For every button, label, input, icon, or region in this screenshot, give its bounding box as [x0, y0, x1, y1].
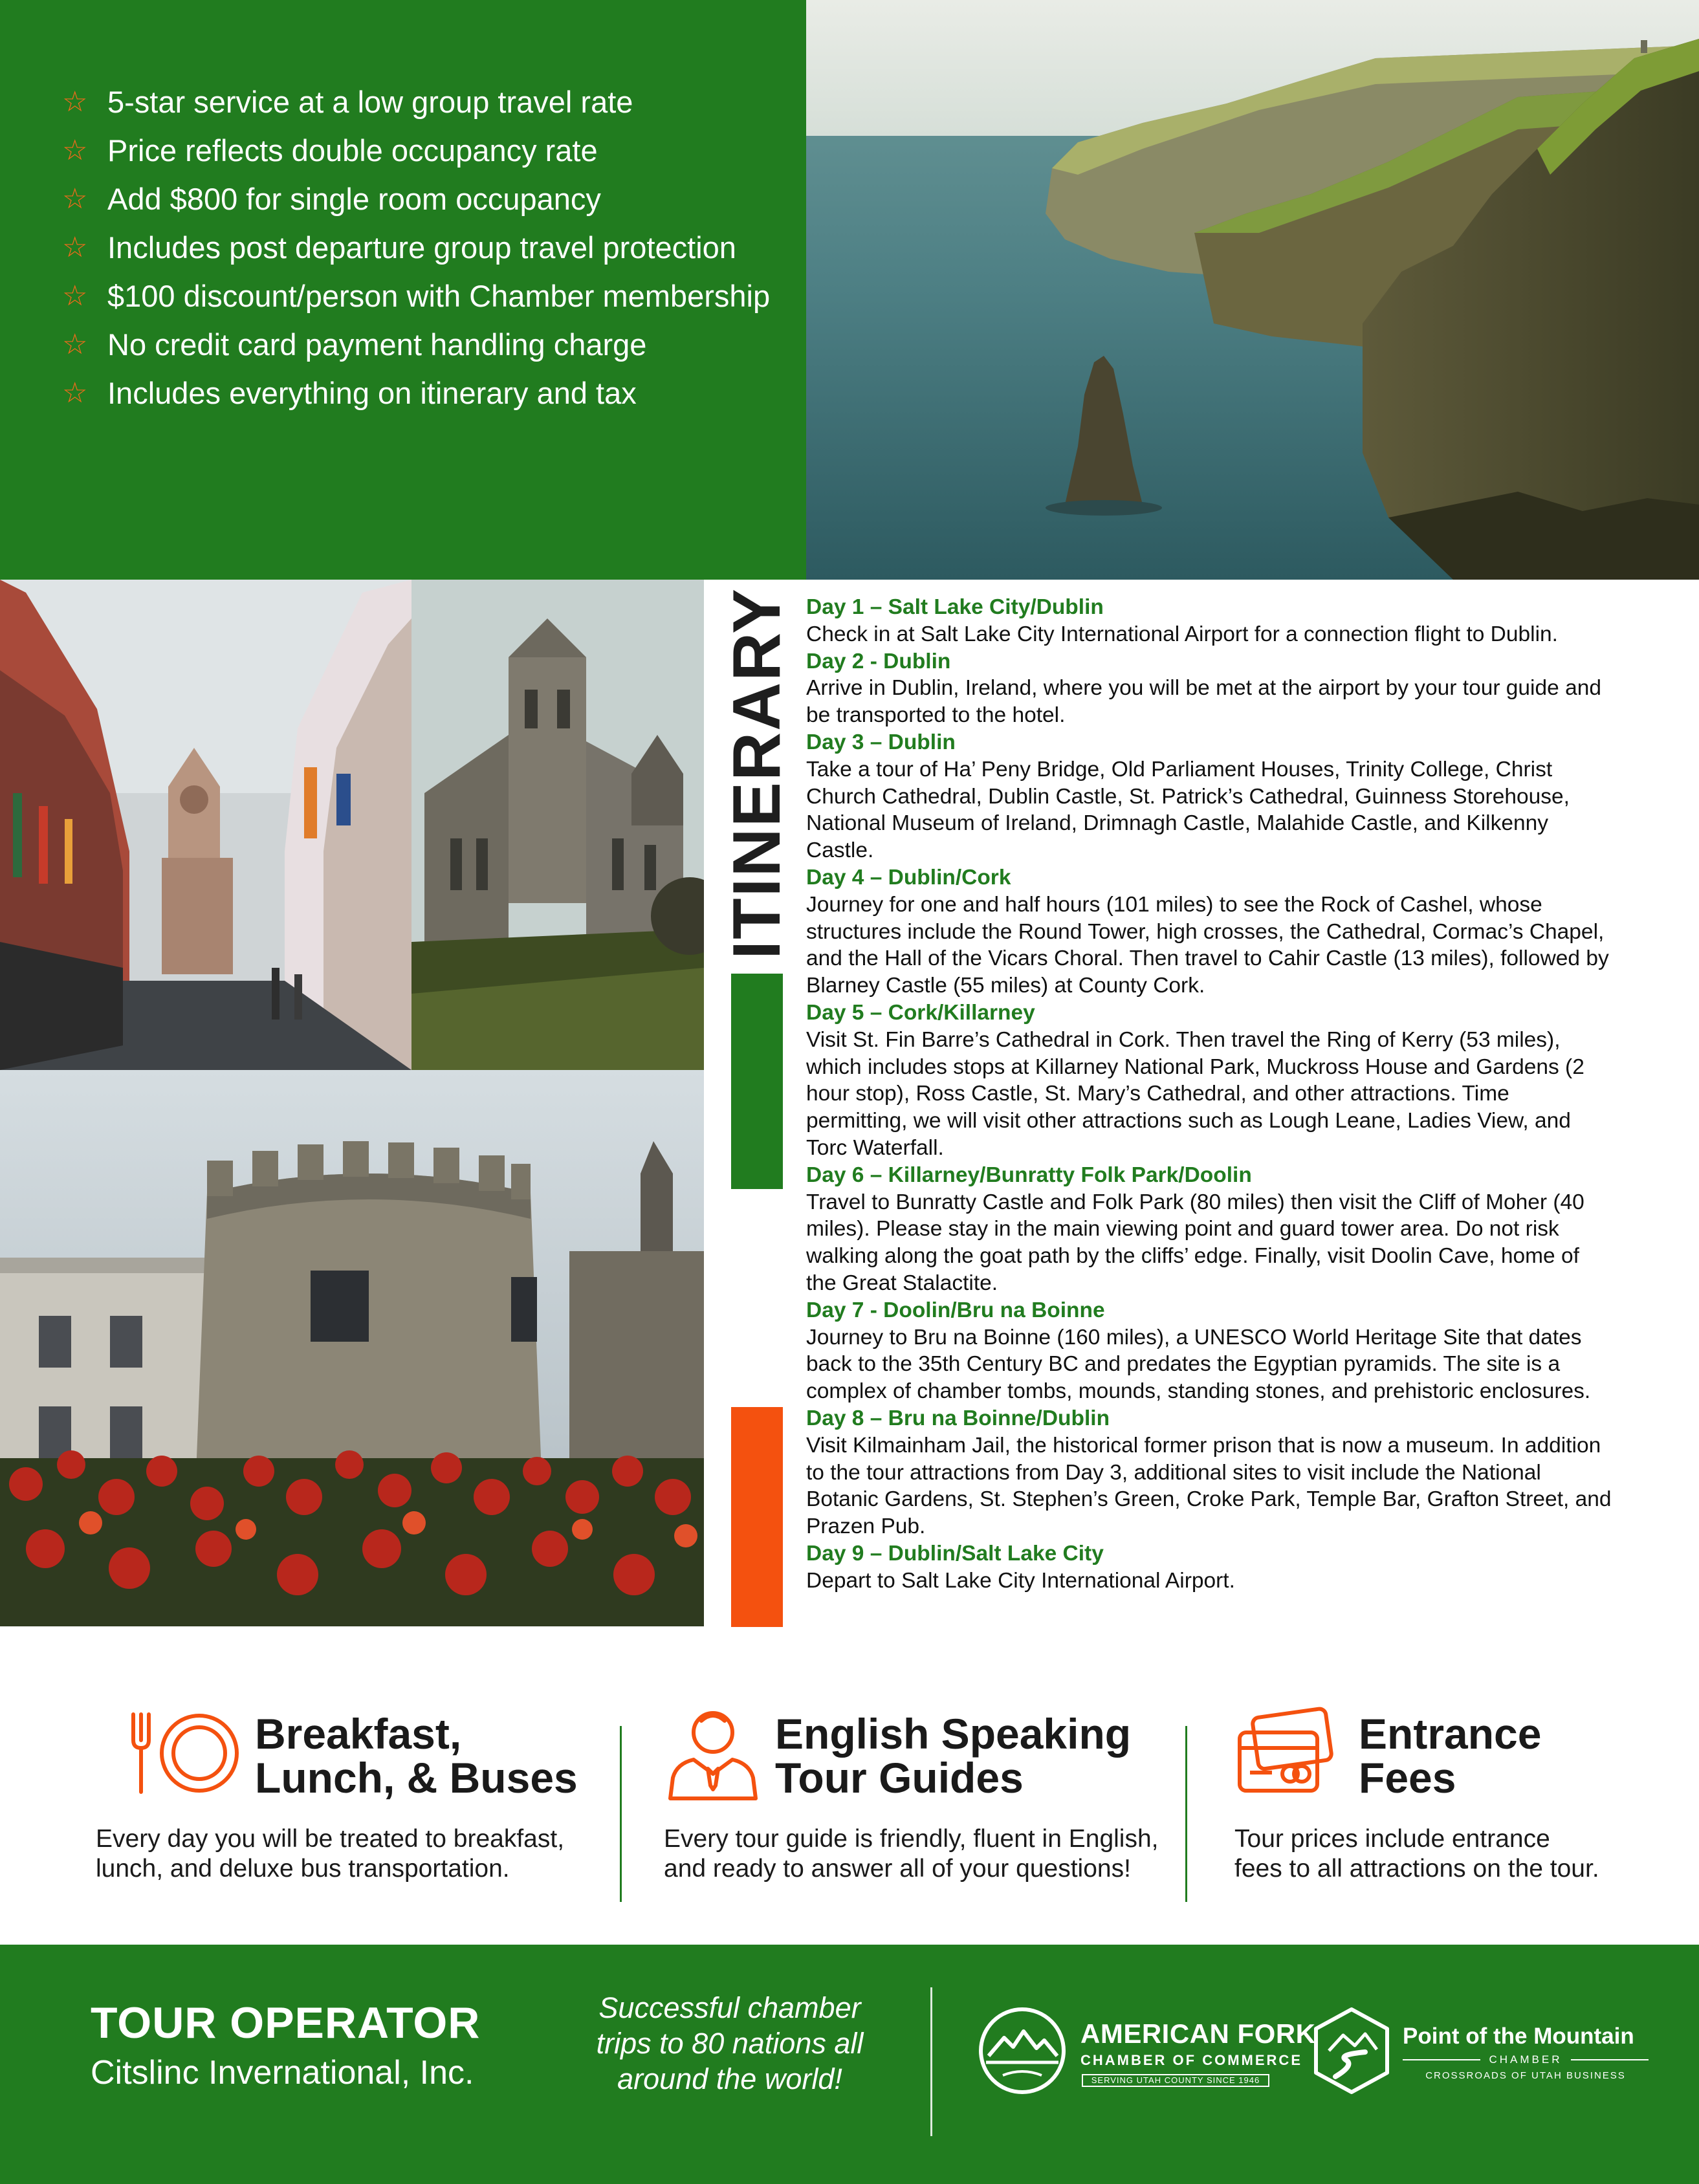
feature-divider: [1185, 1726, 1187, 1902]
feature-divider: [620, 1726, 622, 1902]
itinerary-day-title: Day 5 – Cork/Killarney: [806, 1000, 1035, 1025]
feature-title: Breakfast, Lunch, & Buses: [255, 1710, 578, 1802]
highlight-item: [62, 272, 793, 320]
tour-guide-icon: [661, 1701, 765, 1805]
itinerary-day-title: Day 9 – Dublin/Salt Lake City: [806, 1541, 1104, 1566]
itinerary-heading: [719, 587, 795, 959]
itinerary-day-text: Check in at Salt Lake City International Airport for a connection flight to Dublin.: [806, 622, 1558, 646]
highlight-item: [62, 223, 793, 272]
tour-operator-name: Citslinc Invernational, Inc.: [91, 2054, 474, 2091]
star-outline-icon: ☆: [62, 232, 88, 263]
highlight-text: 5-star service at a low group travel rate: [107, 85, 633, 119]
highlight-text: No credit card payment handling charge: [107, 327, 647, 362]
itinerary-heading-text: ITINERARY: [719, 587, 795, 959]
mountain-road-hexagon-icon: [1310, 2005, 1394, 2096]
itinerary-day-title: Day 2 - Dublin: [806, 649, 951, 673]
itinerary-day-title: Day 7 - Doolin/Bru na Boinne: [806, 1298, 1105, 1322]
ticket-card-icon: [1233, 1701, 1337, 1805]
itinerary-day-text: Journey to Bru na Boinne (160 miles), a UNESCO World Heritage Site that dates back to the 35th Century BC and predates the Egyptian pyramids. The site is a complex of chamber tombs, mounds, standing stones, and prehistoric enclosures.: [806, 1325, 1591, 1404]
highlight-item: [62, 369, 793, 417]
itinerary-day-title: Day 1 – Salt Lake City/Dublin: [806, 595, 1104, 619]
feature-description: Every day you will be treated to breakfast, lunch, and deluxe bus transportation.: [96, 1825, 565, 1883]
dublin-street-photo: [0, 580, 411, 1070]
feature-title: English Speaking Tour Guides: [775, 1710, 1132, 1802]
tour-operator-heading: TOUR OPERATOR: [91, 1998, 481, 2047]
itinerary-day-text: Journey for one and half hours (101 miles) to see the Rock of Cashel, whose structures include the Round Tower, high crosses, the Cathedral, Cormac’s Chapel, and the Hall of the Vicars Choral. Then travel to Cahir Castle (13 miles), followed by Blarney Castle (55 miles) at County Cork.: [806, 892, 1609, 998]
highlights-panel: [0, 0, 806, 580]
american-fork-mountain-icon: [977, 2005, 1068, 2096]
itinerary-day-text: Visit St. Fin Barre’s Cathedral in Cork. Then travel the Ring of Kerry (53 miles), which includes stops at Killarney National Park, Muckross House and Gardens (2 hour stop), Ross Castle, St. Mary’s Cathedral, and other attractions. Time permitting, we will visit other attractions such as Lough Leane, Ladies View, and Torc Waterfall.: [806, 1027, 1584, 1160]
star-outline-icon: ☆: [62, 86, 88, 118]
itinerary-day-title: Day 6 – Killarney/Bunratty Folk Park/Doolin: [806, 1163, 1252, 1187]
itinerary-day: [806, 1162, 1615, 1297]
highlight-text: Add $800 for single room occupancy: [107, 182, 601, 216]
itinerary-day-text: Travel to Bunratty Castle and Folk Park (80 miles) then visit the Cliff of Moher (40 miles). Please stay in the main viewing point and guard tower area. Do not risk walking along the goat path by the cliffs’ edge. Finally, visit Doolin Cave, home of the Great Stalactite.: [806, 1190, 1584, 1295]
itinerary-day-text: Arrive in Dublin, Ireland, where you will be met at the airport by your tour guide and be transported to the hotel.: [806, 676, 1601, 728]
highlight-item: [62, 320, 793, 369]
highlight-item: [62, 175, 793, 223]
itinerary-day: [806, 648, 1615, 729]
star-outline-icon: ☆: [62, 183, 88, 215]
american-fork-name: AMERICAN FORK: [1080, 2018, 1316, 2049]
itinerary-day: [806, 1297, 1615, 1405]
itinerary-day-text: Visit Kilmainham Jail, the historical former prison that is now a museum. In addition to the tour attractions from Day 3, additional sites to visit include the National Botanic Gardens, St. Stephen’s Green, Croke Park, Temple Bar, Grafton Street, and Prazen Pub.: [806, 1433, 1612, 1539]
star-outline-icon: ☆: [62, 377, 88, 409]
green-accent-bar: [731, 974, 783, 1189]
itinerary-list: [806, 594, 1615, 1594]
highlight-text: $100 discount/person with Chamber membership: [107, 279, 771, 313]
star-outline-icon: ☆: [62, 329, 88, 360]
feature-title: Entrance Fees: [1359, 1710, 1542, 1802]
highlight-text: Includes everything on itinerary and tax: [107, 376, 637, 410]
tagline: Successful chamber trips to 80 nations all around the world!: [596, 1991, 864, 2095]
highlight-item: [62, 78, 793, 126]
itinerary-day-title: Day 4 – Dublin/Cork: [806, 865, 1011, 890]
cliffs-of-moher-photo: [806, 0, 1699, 580]
itinerary-day-text: Depart to Salt Lake City International Airport.: [806, 1568, 1235, 1593]
itinerary-day: [806, 864, 1615, 999]
itinerary-day: [806, 1540, 1615, 1595]
star-outline-icon: ☆: [62, 280, 88, 312]
itinerary-day-text: Take a tour of Ha’ Peny Bridge, Old Parliament Houses, Trinity College, Christ Church Cathedral, Dublin Castle, St. Patrick’s Cathedral, Guinness Storehouse, National Museum of Ireland, Drimnagh Castle, Malahide Castle, and Kilkenny Castle.: [806, 757, 1570, 863]
american-fork-chamber-logo: [977, 2005, 1316, 2102]
christ-church-cathedral-photo: [411, 580, 704, 1070]
itinerary-day: [806, 1405, 1615, 1540]
highlight-text: Includes post departure group travel protection: [107, 230, 736, 265]
highlights-list: [62, 78, 793, 417]
star-outline-icon: ☆: [62, 135, 88, 166]
itinerary-day: [806, 999, 1615, 1162]
feature-description: Tour prices include entrance fees to all attractions on the tour.: [1234, 1825, 1599, 1883]
point-of-the-mountain-chamber-logo: [1310, 2005, 1646, 2102]
itinerary-day: [806, 729, 1615, 864]
highlight-item: [62, 126, 793, 175]
footer-divider: [930, 1987, 932, 2136]
itinerary-day: [806, 594, 1615, 648]
footer: [0, 1945, 1699, 2184]
point-of-the-mountain-tagline: CROSSROADS OF UTAH BUSINESS: [1425, 2070, 1626, 2081]
itinerary-day-title: Day 3 – Dublin: [806, 730, 956, 754]
highlight-text: Price reflects double occupancy rate: [107, 133, 598, 168]
plate-cutlery-icon: [96, 1701, 251, 1805]
point-of-the-mountain-subtitle: CHAMBER: [1489, 2053, 1562, 2066]
dublin-castle-record-tower-photo: [0, 1070, 704, 1626]
american-fork-subtitle: CHAMBER OF COMMERCE: [1080, 2052, 1302, 2068]
point-of-the-mountain-name: Point of the Mountain: [1403, 2024, 1634, 2049]
orange-accent-bar: [731, 1407, 783, 1627]
feature-description: Every tour guide is friendly, fluent in English, and ready to answer all of your questions!: [664, 1825, 1159, 1883]
itinerary-day-title: Day 8 – Bru na Boinne/Dublin: [806, 1406, 1110, 1430]
american-fork-tagline: SERVING UTAH COUNTY SINCE 1946: [1082, 2074, 1269, 2087]
